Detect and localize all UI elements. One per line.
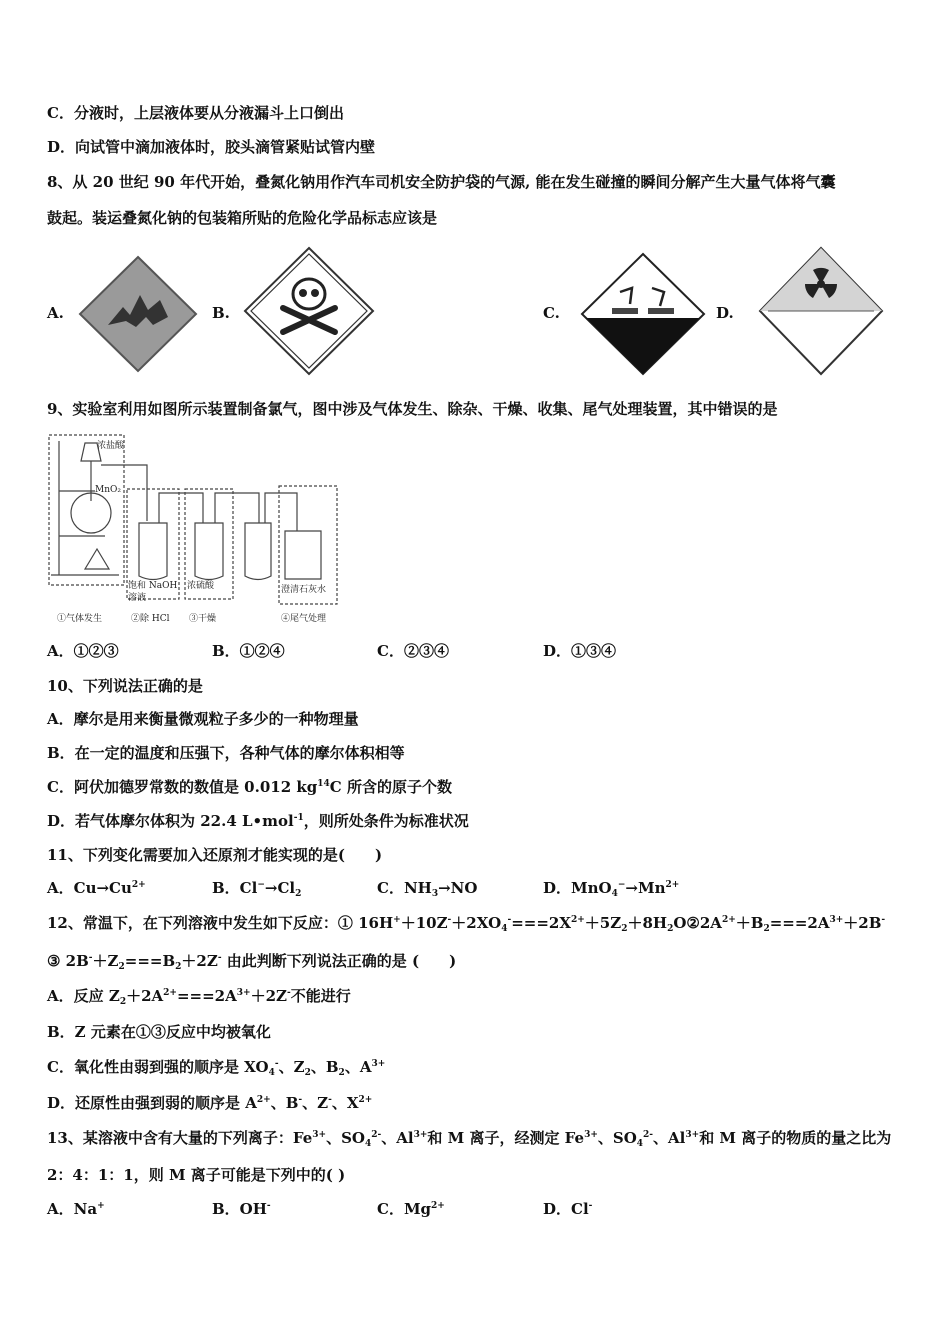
q8-stem-line1: 8、从 20 世纪 90 年代开始，叠氮化钠用作汽车司机安全防护袋的气源, 能在发生碰撞的瞬间分解产生大量气体将气囊 <box>47 173 836 191</box>
caption-2: ②除 HCl <box>131 614 170 624</box>
q11-option-c: C．$NH_3\to NO$ <box>377 879 478 899</box>
q12-option-c: C．氧化性由弱到强的顺序是 $XO_4^-$、$Z_2$、$B_2$、$A^{3+}$ <box>47 1058 386 1078</box>
q7-option-d: D．向试管中滴加液体时，胶头滴管紧贴试管内壁 <box>47 138 376 156</box>
q13-option-d: D．Cl- <box>543 1200 593 1218</box>
radioactive-icon <box>758 246 884 376</box>
q9-stem: 9、实验室利用如图所示装置制备氯气，图中涉及气体发生、除杂、干燥、收集、尾气处理装置，其中错误的是 <box>47 400 778 418</box>
naoh-label-2: 溶液 <box>128 593 147 603</box>
q13-option-c: C．$Mg^{2+}$ <box>377 1200 445 1218</box>
flammable-solid-icon <box>78 255 198 373</box>
caption-3: ③干燥 <box>189 614 217 624</box>
caption-1: ①气体发生 <box>57 614 103 624</box>
q10-option-d: D．若气体摩尔体积为 22.4 L•mol$^{-1}$，则所处条件为标准状况 <box>47 812 469 830</box>
q8-label-a: A. <box>47 304 64 322</box>
caption-4: ④尾气处理 <box>281 614 327 624</box>
q9-option-b: B．①②④ <box>212 642 285 660</box>
apparatus-figure <box>47 431 347 631</box>
q8-label-c: C. <box>543 304 560 322</box>
q12-stem-cont: ③ $2B^-+Z_2===B_2+2Z^-$ 由此判断下列说法正确的是 ( ) <box>47 952 457 972</box>
q13-stem: 13、某溶液中含有大量的下列离子：$Fe^{3+}$、$SO_4^{2-}$、$Al^{3+}$和 M 离子，经测定 $Fe^{3+}$、$SO_4^{2-}$、$Al^{3+}$和 M 离子的物质的量之比为 <box>47 1129 892 1149</box>
q8-label-b: B. <box>212 304 230 322</box>
corrosive-icon <box>580 252 706 376</box>
hcl-label: 浓盐酸 <box>97 441 125 451</box>
q12-option-b: B．Z 元素在①③反应中均被氧化 <box>47 1023 271 1041</box>
q11-option-d: D．$MnO_4^-\to Mn^{2+}$ <box>543 879 680 899</box>
q11-option-a: A．$Cu\to Cu^{2+}$ <box>47 879 146 897</box>
limewater-label: 澄清石灰水 <box>281 585 327 595</box>
q10-option-a: A．摩尔是用来衡量微观粒子多少的一种物理量 <box>47 710 359 728</box>
q10-option-c: C．阿伏加德罗常数的数值是 0.012 $kg^{14}C$ 所含的原子个数 <box>47 778 452 796</box>
q9-option-c: C．②③④ <box>377 642 449 660</box>
q11-option-b: B．$Cl^-\to Cl_2$ <box>212 879 302 899</box>
q9-option-a: A．①②③ <box>47 642 119 660</box>
mno2-label: MnO₂ <box>95 485 121 495</box>
q9-option-d: D．①③④ <box>543 642 617 660</box>
apparatus-drawing <box>47 431 347 631</box>
q12-option-d: D．还原性由强到弱的顺序是 $A^{2+}$、B-、Z-、$X^{2+}$ <box>47 1094 373 1112</box>
q7-option-c: C．分液时，上层液体要从分液漏斗上口倒出 <box>47 104 344 122</box>
q8-stem-line2: 鼓起。装运叠氮化钠的包装箱所贴的危险化学品标志应该是 <box>47 209 438 227</box>
q13-option-a: A．Na+ <box>47 1200 105 1218</box>
toxic-skull-icon <box>243 246 375 376</box>
q12-option-a: A．反应 $Z_2+2A^{2+}===2A^{3+}+2Z^-$不能进行 <box>47 987 351 1007</box>
q10-option-b: B．在一定的温度和压强下，各种气体的摩尔体积相等 <box>47 744 405 762</box>
q13-stem-cont: 2：4：1：1，则 M 离子可能是下列中的( ) <box>47 1166 346 1184</box>
q12-stem: 12、常温下，在下列溶液中发生如下反应：① $16H^++10Z^-+2XO_4^-===2X^{2+}+5Z_2+8H_2O②2A^{2+}+B_2===2A^{3+}+2B^-$ <box>47 914 886 934</box>
q11-stem: 11、下列变化需要加入还原剂才能实现的是( ) <box>47 846 383 864</box>
q8-label-d: D. <box>716 304 734 322</box>
h2so4-label: 浓硫酸 <box>187 581 215 591</box>
q13-option-b: B．OH- <box>212 1200 271 1218</box>
naoh-label: 饱和 NaOH <box>128 581 178 591</box>
q10-stem: 10、下列说法正确的是 <box>47 677 203 695</box>
